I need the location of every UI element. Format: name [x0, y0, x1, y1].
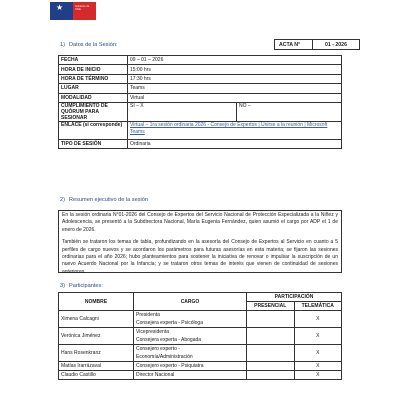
session-data-table: [58, 55, 342, 149]
gobierno-logo: [50, 2, 96, 20]
table-row: Verónica Jiménez Vicepresidenta Consejera experta - Abogada X: [59, 328, 342, 345]
star-icon: ★: [56, 3, 64, 12]
section-3-title: 3) Participantes:: [60, 283, 103, 289]
acta-value: 01 - 2026: [325, 41, 347, 48]
summary-paragraph-2: También se trataron los temas de tabla, profundizando en la asesoría del Consejo de Expertos al Servicio en cuanto a 5 perfiles de cargo nuevos y se acordaron los parámetros para futuras asesorías en esta materia; se fijaron las sesiones ordinarias para el año 2026; hubo planteamientos para sostener la iniciativa de renovar o impulsar la suscripción de un nuevo Acuerdo Nacional por la Infancia; y se trataron otros temas de interés que vienen de continuidad de sesiones anteriores.: [62, 239, 338, 275]
row-enlace: ENLACE (si corresponde) Virtual – 1ra sesión ordinaria 2026 - Consejo de Expertos | Unirse a la reunión | Microsoft Teams: [59, 121, 342, 139]
acta-number-box: [274, 39, 360, 50]
teams-meeting-link[interactable]: Virtual – 1ra sesión ordinaria 2026 - Consejo de Expertos | Unirse a la reunión | Microsoft Teams: [130, 121, 328, 135]
row-hora-termino: HORA DE TÉRMINO 17:30 hrs: [59, 74, 342, 83]
row-tipo-sesion: TIPO DE SESIÓN Ordinaria: [59, 139, 342, 148]
summary-paragraph-1: En la sesión ordinaria N°01-2026 del Consejo de Expertos del Servicio Nacional de Protección Especializada a la Niñez y Adolescencia, se presentó a la Subdirectora Nacional, María Eugenia Fernández, quien asumió el cargo por ADP el 1 de enero de 2026.: [62, 212, 338, 233]
participants-table: [58, 292, 342, 380]
row-fecha: FECHA 09 – 01 – 2026: [59, 56, 342, 65]
participants-subheader-row: PRESENCIAL TELEMÁTICA: [59, 302, 342, 311]
logo-org-text: Gobierno de Chile: [75, 5, 90, 12]
row-hora-inicio: HORA DE INICIO 15:00 hrs: [59, 65, 342, 74]
participants-header-row: NOMBRE CARGO PARTICIPACIÓN: [59, 293, 342, 302]
section-2-title: 2) Resumen ejecutivo de la sesión: [60, 197, 148, 203]
logo-blue-block: [50, 2, 73, 20]
executive-summary-box: [58, 210, 342, 273]
acta-label: ACTA N°: [275, 40, 313, 49]
table-row: Claudio Castillo Director Nacional X: [59, 371, 342, 380]
row-quorum: CUMPLIMIENTO DE QUÓRUM PARA SESIONAR SI – X NO –: [59, 102, 342, 121]
table-row: Matías Irarrázaval Consejero experto - Psiquiatra X: [59, 362, 342, 371]
logo-red-block: [73, 2, 96, 20]
table-row: Hans Rosenkranz Consejero experto - Economía/Administración X: [59, 345, 342, 362]
row-modalidad: MODALIDAD Virtual: [59, 93, 342, 102]
row-lugar: LUGAR Teams: [59, 84, 342, 93]
section-1-title: 1) Datos de la Sesión:: [60, 42, 118, 48]
table-row: Ximena Calcagni Presidenta Consejera experta - Psicóloga X: [59, 311, 342, 328]
